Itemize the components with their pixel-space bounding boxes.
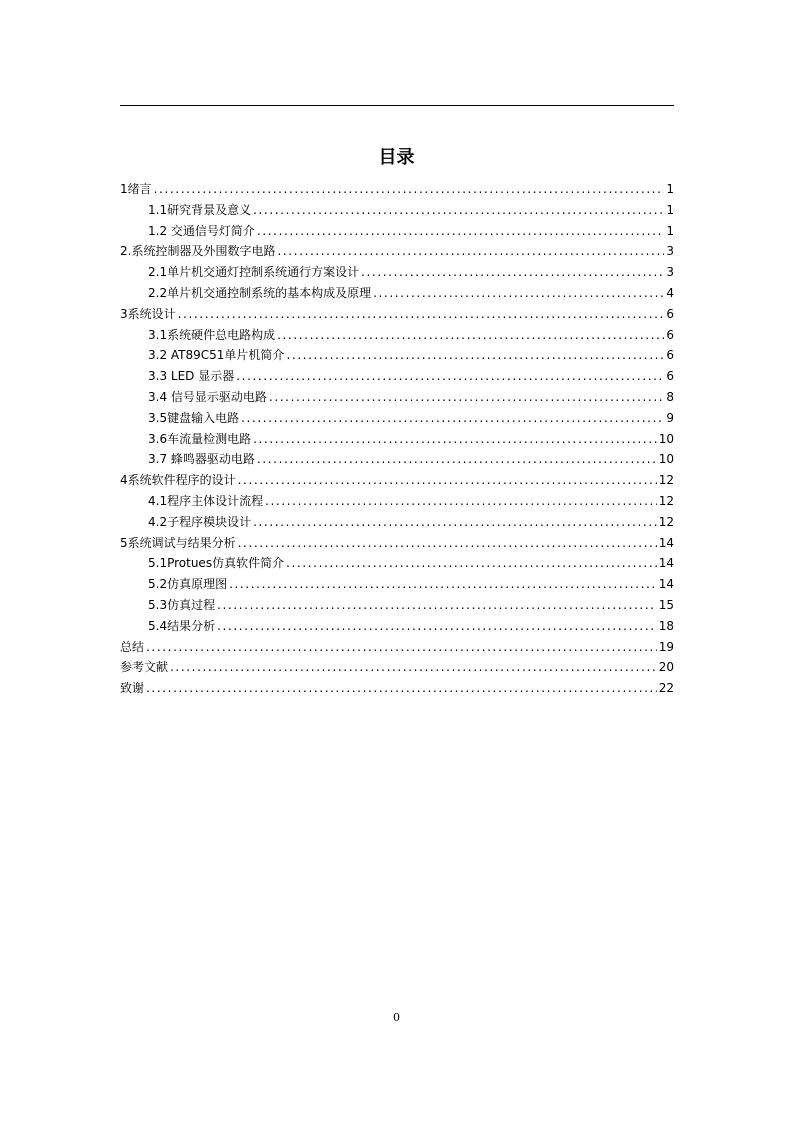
table-of-contents: [120, 179, 674, 699]
toc-entry-label: 3系统设计: [120, 306, 176, 321]
toc-entry-label: 5.1Protues仿真软件简介: [148, 556, 285, 571]
toc-entry-label: 3.6车流量检测电路: [148, 431, 252, 446]
toc-entry-page: 1: [666, 202, 674, 217]
toc-entry-page: 6: [666, 327, 674, 342]
toc-dot-leader: [146, 678, 657, 699]
toc-entry-page: 10: [658, 431, 674, 446]
toc-entry[interactable]: [120, 345, 674, 366]
toc-entry-page: 3: [666, 244, 674, 259]
toc-entry-page: 14: [658, 535, 674, 550]
toc-entry-label: 3.1系统硬件总电路构成: [148, 327, 276, 342]
toc-entry[interactable]: [120, 595, 674, 616]
toc-entry[interactable]: [120, 200, 674, 221]
toc-dot-leader: [286, 553, 657, 574]
toc-entry-label: 总结: [120, 639, 145, 654]
toc-entry-label: 3.7 蜂鸣器驱动电路: [148, 452, 255, 467]
toc-entry[interactable]: [120, 304, 674, 325]
toc-entry-page: 8: [666, 389, 674, 404]
toc-entry[interactable]: [120, 574, 674, 595]
toc-entry-page: 9: [666, 410, 674, 425]
toc-entry-page: 4: [666, 285, 674, 300]
toc-entry-label: 1绪言: [120, 182, 152, 196]
toc-entry-page: 6: [666, 348, 674, 363]
toc-entry[interactable]: [120, 470, 674, 491]
toc-dot-leader: [257, 449, 657, 470]
toc-entry-label: 3.3 LED 显示器: [148, 369, 235, 384]
toc-dot-leader: [253, 200, 664, 221]
toc-entry[interactable]: [120, 262, 674, 283]
toc-dot-leader: [277, 325, 664, 346]
toc-dot-leader: [253, 429, 657, 450]
toc-entry-page: 14: [658, 556, 674, 571]
toc-entry[interactable]: [120, 533, 674, 554]
toc-entry-label: 3.2 AT89C51单片机简介: [148, 348, 285, 363]
toc-dot-leader: [170, 657, 657, 678]
toc-entry[interactable]: [120, 637, 674, 658]
toc-entry[interactable]: [120, 678, 674, 699]
toc-entry-page: 20: [658, 660, 674, 675]
toc-entry[interactable]: [120, 221, 674, 242]
toc-dot-leader: [178, 304, 665, 325]
toc-dot-leader: [146, 637, 657, 658]
toc-entry[interactable]: [120, 179, 674, 200]
toc-entry-page: 6: [666, 369, 674, 384]
toc-dot-leader: [265, 491, 657, 512]
toc-entry-label: 5系统调试与结果分析: [120, 535, 236, 550]
toc-entry-label: 3.4 信号显示驱动电路: [148, 389, 267, 404]
toc-entry-label: 3.5键盘输入电路: [148, 410, 240, 425]
toc-entry[interactable]: [120, 491, 674, 512]
toc-dot-leader: [217, 595, 657, 616]
header-rule: [120, 105, 674, 106]
toc-dot-leader: [241, 408, 664, 429]
toc-entry[interactable]: [120, 366, 674, 387]
toc-dot-leader: [236, 366, 664, 387]
toc-entry[interactable]: [120, 553, 674, 574]
toc-dot-leader: [373, 283, 664, 304]
toc-entry[interactable]: [120, 657, 674, 678]
toc-dot-leader: [286, 345, 664, 366]
toc-entry-label: 5.4结果分析: [148, 618, 216, 633]
toc-entry[interactable]: [120, 241, 674, 262]
toc-dot-leader: [154, 179, 665, 200]
toc-entry[interactable]: [120, 429, 674, 450]
toc-entry-page: 3: [666, 265, 674, 280]
toc-entry-page: 6: [666, 306, 674, 321]
toc-entry-label: 参考文献: [120, 660, 169, 675]
toc-entry-page: 14: [658, 577, 674, 592]
toc-title: 目录: [378, 147, 415, 168]
page-number: 0: [393, 1011, 400, 1024]
toc-dot-leader: [238, 470, 657, 491]
toc-dot-leader: [277, 241, 664, 262]
toc-entry[interactable]: [120, 449, 674, 470]
toc-entry-page: 1: [666, 223, 674, 238]
toc-entry-page: 12: [658, 514, 674, 529]
toc-dot-leader: [229, 574, 657, 595]
toc-entry-page: 12: [658, 493, 674, 508]
toc-entry-label: 致谢: [120, 681, 145, 696]
toc-entry-label: 2.1单片机交通灯控制系统通行方案设计: [148, 265, 360, 280]
toc-entry-page: 19: [658, 639, 674, 654]
toc-entry-label: 2.2单片机交通控制系统的基本构成及原理: [148, 285, 372, 300]
toc-entry[interactable]: [120, 325, 674, 346]
toc-dot-leader: [269, 387, 664, 408]
toc-dot-leader: [361, 262, 664, 283]
toc-entry-page: 15: [658, 597, 674, 612]
toc-dot-leader: [238, 533, 657, 554]
toc-entry[interactable]: [120, 616, 674, 637]
toc-dot-leader: [217, 616, 657, 637]
toc-dot-leader: [257, 221, 664, 242]
toc-entry-label: 2.系统控制器及外围数字电路: [120, 244, 276, 259]
toc-entry[interactable]: [120, 512, 674, 533]
toc-entry-label: 1.2 交通信号灯简介: [148, 223, 255, 238]
toc-entry-page: 10: [658, 452, 674, 467]
toc-entry-label: 1.1研究背景及意义: [148, 202, 252, 217]
toc-entry-page: 12: [658, 473, 674, 488]
toc-entry-label: 5.3仿真过程: [148, 597, 216, 612]
toc-entry-page: 18: [658, 618, 674, 633]
toc-entry-label: 4.1程序主体设计流程: [148, 493, 264, 508]
toc-entry-label: 4.2子程序模块设计: [148, 514, 252, 529]
toc-entry-label: 4系统软件程序的设计: [120, 473, 236, 488]
toc-entry-page: 1: [666, 182, 674, 196]
toc-entry[interactable]: [120, 283, 674, 304]
toc-entry[interactable]: [120, 408, 674, 429]
toc-entry[interactable]: [120, 387, 674, 408]
toc-entry-label: 5.2仿真原理图: [148, 577, 228, 592]
toc-dot-leader: [253, 512, 657, 533]
toc-entry-page: 22: [658, 681, 674, 696]
